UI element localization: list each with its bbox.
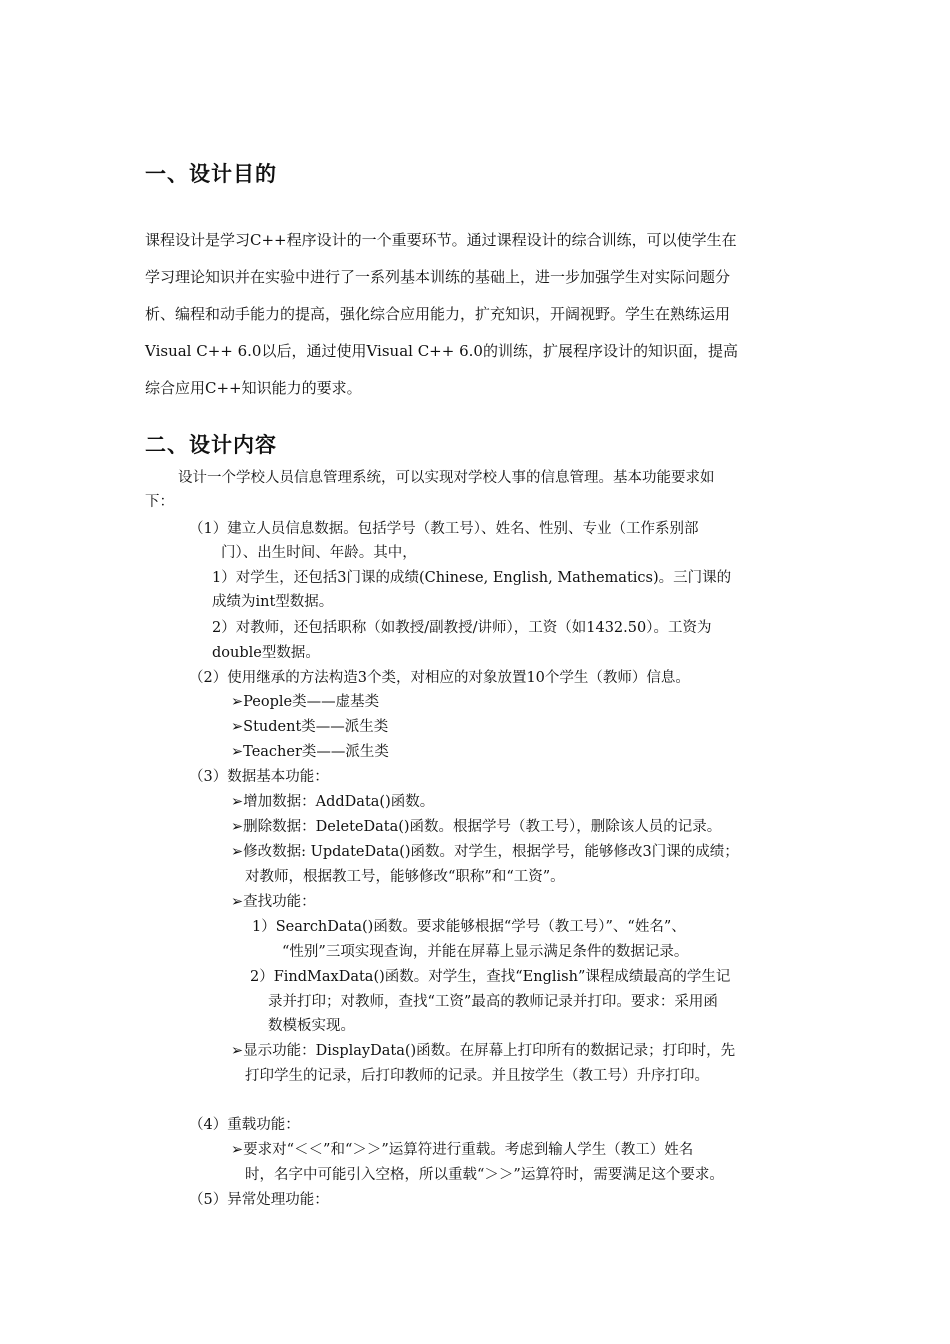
content-line: 时，名字中可能引入空格，所以重载“＞＞”运算符时，需要满足这个要求。 — [245, 1167, 724, 1183]
content-line: 设计一个学校人员信息管理系统，可以实现对学校人事的信息管理。基本功能要求如 — [178, 470, 715, 486]
content-line: ➢删除数据：DeleteData()函数。根据学号（教工号），删除该人员的记录。 — [231, 819, 722, 835]
content-line: 成绩为int型数据。 — [212, 594, 334, 610]
purpose-line: 学习理论知识并在实验中进行了一系列基本训练的基础上，进一步加强学生对实际问题分 — [145, 268, 731, 286]
purpose-line: Visual C++ 6.0以后，通过使用Visual C++ 6.0的训练，扩展程序设计的知识面，提高 — [145, 342, 738, 360]
purpose-line: 综合应用C++知识能力的要求。 — [145, 379, 362, 397]
content-line: （3）数据基本功能： — [189, 769, 329, 785]
content-line: （5）异常处理功能： — [189, 1192, 329, 1208]
content-line: （1）建立人员信息数据。包括学号（教工号）、姓名、性别、专业（工作系别部 — [189, 521, 699, 537]
content-line: ➢Student类——派生类 — [231, 719, 389, 735]
content-line: 1）SearchData()函数。要求能够根据“学号（教工号）”、“姓名”、 — [252, 919, 686, 935]
content-line: ➢增加数据：AddData()函数。 — [231, 794, 435, 810]
section-heading-purpose: 一、设计目的 — [145, 162, 277, 186]
content-line: （2）使用继承的方法构造3个类，对相应的对象放置10个学生（教师）信息。 — [189, 670, 690, 686]
content-line: ➢显示功能：DisplayData()函数。在屏幕上打印所有的数据记录；打印时，先 — [231, 1043, 736, 1059]
content-line: ➢要求对“＜＜”和“＞＞”运算符进行重载。考虑到输人学生（教工）姓名 — [231, 1142, 694, 1158]
content-line: 1）对学生，还包括3门课的成绩(Chinese, English, Mathematics)。三门课的 — [212, 570, 732, 586]
content-line: ➢查找功能： — [231, 894, 316, 910]
content-line: “性别”三项实现查询，并能在屏幕上显示满足条件的数据记录。 — [282, 944, 689, 960]
content-line: 对教师，根据教工号，能够修改“职称”和“工资”。 — [245, 869, 565, 885]
content-line: 录并打印；对教师，查找“工资”最高的教师记录并打印。要求：采用函 — [268, 994, 718, 1010]
content-line: 数模板实现。 — [268, 1018, 355, 1034]
content-line: 下： — [145, 494, 174, 510]
content-line: ➢修改数据: UpdateData()函数。对学生，根据学号，能够修改3门课的成绩； — [231, 844, 739, 860]
content-line: 门）、出生时间、年龄。其中， — [221, 545, 417, 561]
content-line: 2）FindMaxData()函数。对学生，查找“English”课程成绩最高的学生记 — [250, 969, 731, 985]
purpose-line: 析、编程和动手能力的提高，强化综合应用能力，扩充知识，开阔视野。学生在熟练运用 — [145, 305, 731, 323]
content-line: 2）对教师，还包括职称（如教授/副教授/讲师），工资（如1432.50）。工资为 — [212, 620, 712, 636]
content-line: （4）重载功能： — [189, 1117, 300, 1133]
content-line: ➢Teacher类——派生类 — [231, 744, 389, 760]
content-line: 打印学生的记录，后打印教师的记录。并且按学生（教工号）升序打印。 — [245, 1068, 709, 1084]
purpose-line: 课程设计是学习C++程序设计的一个重要环节。通过课程设计的综合训练，可以使学生在 — [145, 231, 737, 249]
section-heading-content: 二、设计内容 — [145, 433, 277, 457]
content-line: ➢People类——虚基类 — [231, 694, 380, 710]
content-line: double型数据。 — [212, 645, 320, 661]
